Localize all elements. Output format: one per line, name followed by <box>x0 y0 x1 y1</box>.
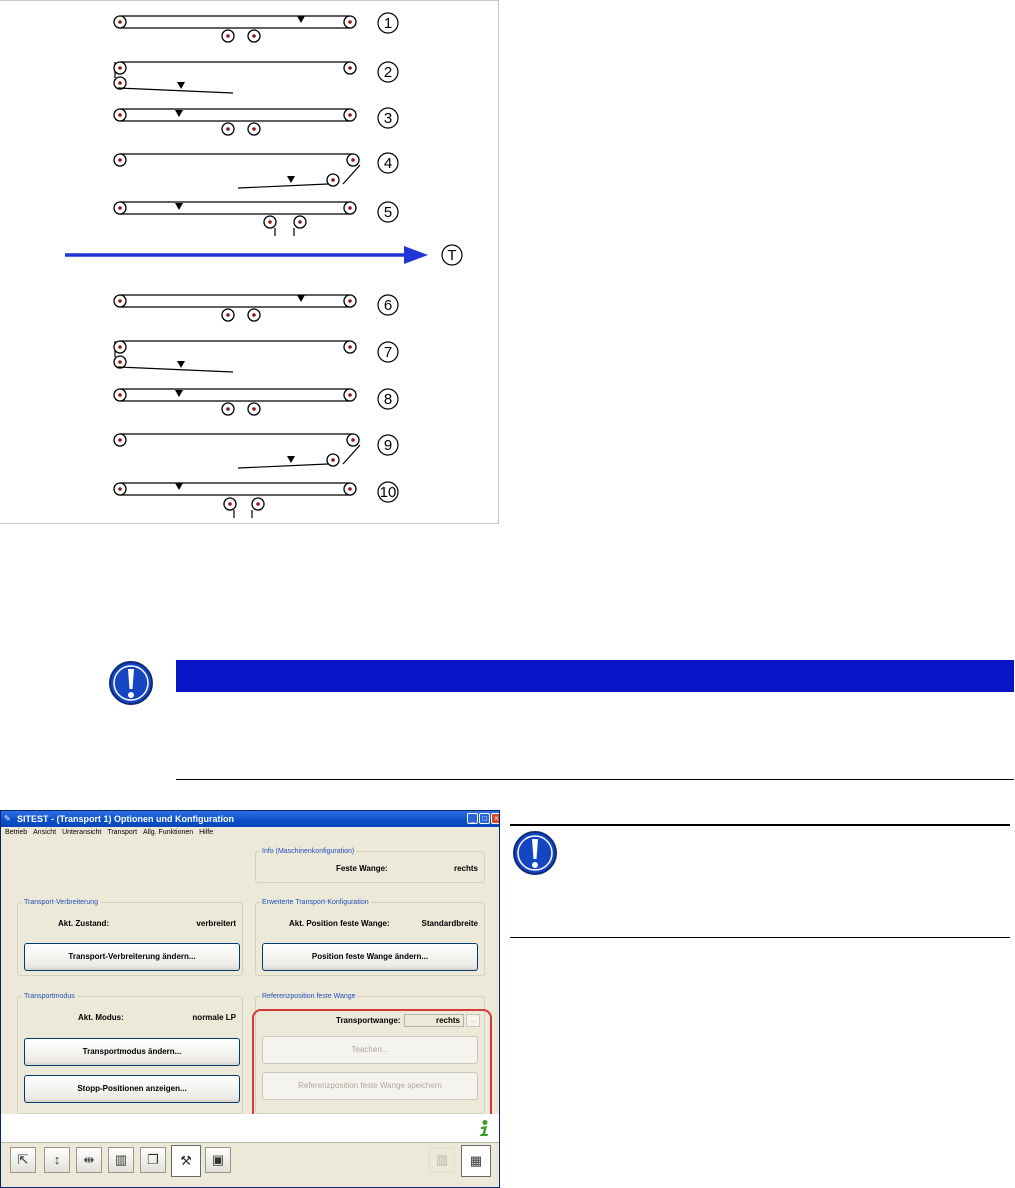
menu-ansicht[interactable]: Ansicht <box>33 829 57 836</box>
transport-diagram <box>0 0 499 524</box>
info-icon[interactable] <box>475 1119 493 1137</box>
roller-dot <box>331 458 335 462</box>
roller-dot <box>351 438 355 442</box>
referenz-speichern-button[interactable]: Referenzposition feste Wange speichern <box>262 1072 478 1100</box>
roller-dot <box>348 20 352 24</box>
akt-position-value: Standardbreite <box>421 919 478 928</box>
roller-dot <box>118 360 122 364</box>
minimize-button[interactable]: _ <box>467 813 478 824</box>
tools-config-icon[interactable]: ⚒ <box>171 1145 201 1177</box>
menu-unteransicht[interactable]: Unteransicht <box>62 829 102 836</box>
side-note-top-rule <box>510 824 1010 826</box>
window-title: SITEST - (Transport 1) Optionen und Konfiguration <box>17 814 234 824</box>
exclamation-icon <box>512 830 558 876</box>
roller-dot <box>252 313 256 317</box>
step-number-label: 8 <box>383 391 393 408</box>
disabled-tool-icon[interactable]: ▥ <box>429 1147 455 1173</box>
stop-marker <box>177 82 185 89</box>
stop-marker <box>297 16 305 23</box>
belt-line <box>118 88 233 93</box>
note-header-bar <box>176 660 1014 692</box>
transportwange-field[interactable]: rechts <box>404 1014 464 1027</box>
title-bar[interactable] <box>1 811 499 827</box>
menu-bar <box>1 827 499 838</box>
roller-dot <box>348 206 352 210</box>
stop-marker <box>175 390 183 397</box>
roller-dot <box>118 393 122 397</box>
erweitert-group-title: Erweiterte Transport-Konfiguration <box>262 899 369 906</box>
belt-line <box>118 367 233 372</box>
roller-dot <box>351 158 355 162</box>
info-group-title: Info (Maschinenkonfiguration) <box>262 848 355 855</box>
stop-marker <box>175 483 183 490</box>
roller-dot <box>118 66 122 70</box>
transport-copy-icon[interactable]: ❐ <box>140 1147 166 1173</box>
stop-marker <box>175 110 183 117</box>
roller-dot <box>226 407 230 411</box>
step-number-label: 6 <box>383 297 393 314</box>
roller-dot <box>331 178 335 182</box>
roller-dot <box>268 220 272 224</box>
step-number-label: 2 <box>383 64 393 81</box>
modus-group <box>17 993 243 1114</box>
transport-center-icon[interactable]: ⇹ <box>76 1147 102 1173</box>
roller-dot <box>256 502 260 506</box>
akt-modus-value: normale LP <box>192 1013 236 1022</box>
close-button[interactable]: × <box>491 813 500 824</box>
verbreiterung-aendern-button[interactable]: Transport-Verbreiterung ändern... <box>24 943 240 971</box>
transportwange-ellipsis-button[interactable]: ... <box>466 1014 480 1027</box>
menu-betrieb[interactable]: Betrieb <box>5 829 28 836</box>
step-number-label: 4 <box>383 155 393 172</box>
pointer-icon[interactable]: ⇱ <box>10 1147 36 1173</box>
belt-line <box>343 445 360 464</box>
akt-position-label: Akt. Position feste Wange: <box>289 919 390 928</box>
transport-label: T <box>447 247 457 264</box>
stopp-positionen-button[interactable]: Stopp-Positionen anzeigen... <box>24 1075 240 1103</box>
belt-line <box>238 464 328 468</box>
modus-group-title: Transportmodus <box>24 993 75 1000</box>
client-area <box>3 839 497 1114</box>
belt-line <box>238 184 328 188</box>
akt-zustand-label: Akt. Zustand: <box>58 919 110 928</box>
referenz-highlight-frame <box>252 1009 492 1125</box>
maximize-button[interactable]: □ <box>479 813 490 824</box>
save-icon[interactable]: ▣ <box>205 1147 231 1173</box>
transport-width-icon[interactable]: ↕ <box>44 1147 70 1173</box>
verbreiterung-group <box>17 899 243 976</box>
stop-marker <box>175 203 183 210</box>
transportwange-label: Transportwange: <box>336 1016 401 1025</box>
transport-diagram-svg <box>0 1 499 525</box>
akt-zustand-value: verbreitert <box>196 919 236 928</box>
step-number-label: 5 <box>383 204 393 221</box>
roller-dot <box>118 20 122 24</box>
step-number-label: 10 <box>379 484 397 501</box>
app-icon: ✎ <box>4 814 11 823</box>
menu-allg-funktionen[interactable]: Allg. Funktionen <box>142 829 194 836</box>
roller-dot <box>252 127 256 131</box>
stop-marker <box>287 456 295 463</box>
info-group <box>255 848 485 883</box>
roller-dot <box>118 206 122 210</box>
roller-dot <box>118 487 122 491</box>
roller-dot <box>118 81 122 85</box>
stop-marker <box>177 361 185 368</box>
akt-modus-label: Akt. Modus: <box>78 1013 124 1022</box>
roller-dot <box>226 313 230 317</box>
belt-line <box>343 165 360 184</box>
roller-dot <box>348 299 352 303</box>
transport-side-icon[interactable]: ▥ <box>108 1147 134 1173</box>
step-number-label: 1 <box>383 15 393 32</box>
app-window <box>0 810 500 1188</box>
transportmodus-aendern-button[interactable]: Transportmodus ändern... <box>24 1038 240 1066</box>
roller-dot <box>118 113 122 117</box>
step-number-label: 9 <box>383 437 393 454</box>
stop-marker <box>297 295 305 302</box>
transport-arrow-head <box>404 246 428 264</box>
status-area <box>1 1114 499 1142</box>
feste-wange-label: Feste Wange: <box>336 864 388 873</box>
toolbar <box>1 1142 499 1188</box>
roller-dot <box>226 127 230 131</box>
roller-dot <box>118 158 122 162</box>
roller-dot <box>118 438 122 442</box>
roller-dot <box>252 407 256 411</box>
referenz-group-title: Referenzposition feste Wange <box>262 993 356 1000</box>
menu-transport[interactable]: Transport <box>107 829 138 836</box>
exclamation-icon <box>108 660 154 706</box>
roller-dot <box>252 34 256 38</box>
roller-dot <box>348 345 352 349</box>
position-aendern-button[interactable]: Position feste Wange ändern... <box>262 943 478 971</box>
transport-config-icon[interactable]: ▦ <box>461 1145 491 1177</box>
menu-hilfe[interactable]: Hilfe <box>199 829 214 836</box>
erweitert-group <box>255 899 485 976</box>
step-number-label: 7 <box>383 344 393 361</box>
step-number-label: 3 <box>383 110 393 127</box>
roller-dot <box>348 487 352 491</box>
note-divider <box>176 779 1014 780</box>
roller-dot <box>298 220 302 224</box>
roller-dot <box>118 299 122 303</box>
teachen-button[interactable]: Teachen... <box>262 1036 478 1064</box>
verbreiterung-group-title: Transport-Verbreiterung <box>24 899 99 906</box>
side-note-bottom-rule <box>510 937 1010 938</box>
roller-dot <box>348 393 352 397</box>
feste-wange-value: rechts <box>453 864 478 873</box>
roller-dot <box>348 113 352 117</box>
stop-marker <box>287 176 295 183</box>
roller-dot <box>118 345 122 349</box>
roller-dot <box>226 34 230 38</box>
roller-dot <box>348 66 352 70</box>
roller-dot <box>228 502 232 506</box>
